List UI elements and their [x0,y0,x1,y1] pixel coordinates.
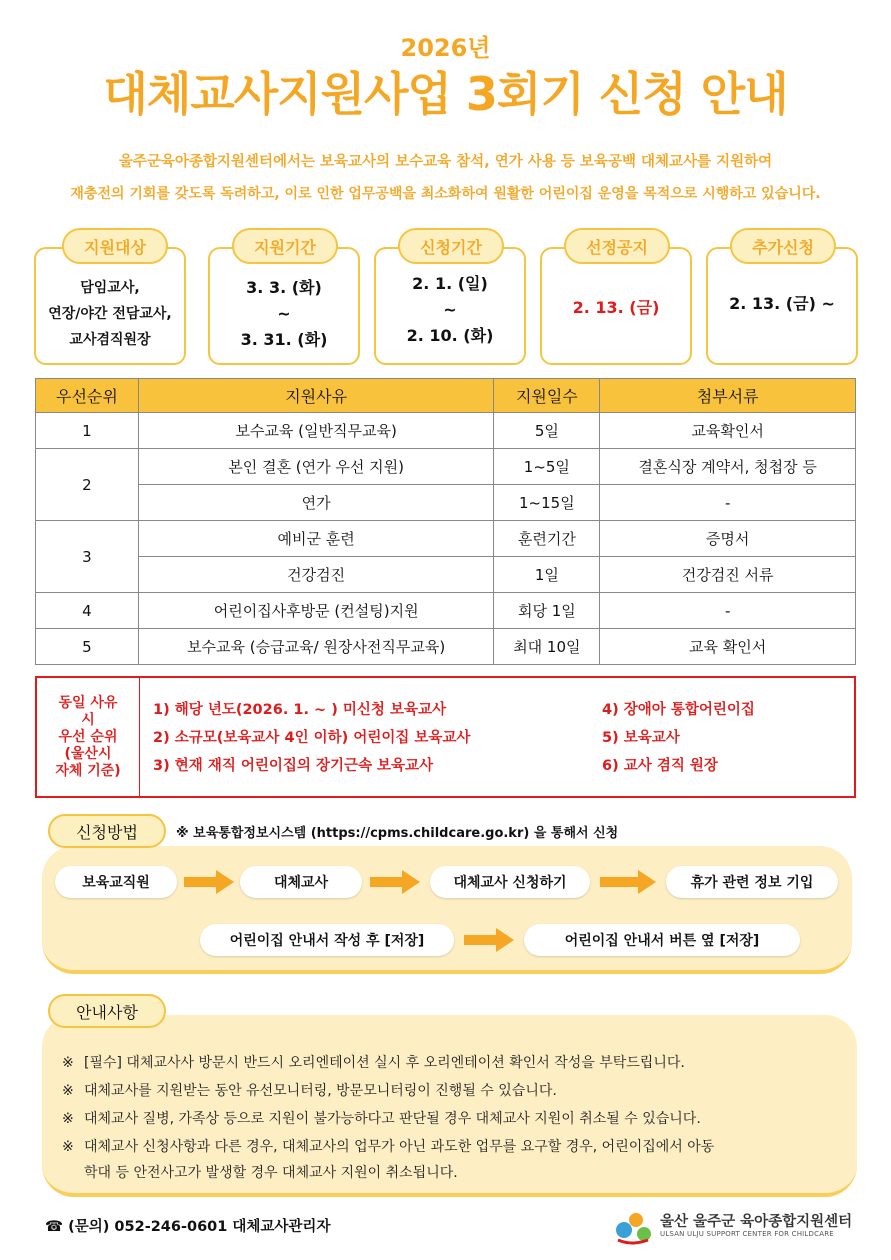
step-guide-button-save: 어린이집 안내서 버튼 옆 [저장] [524,924,800,956]
priority-table [35,378,856,665]
notice-mark: ※ [62,1111,74,1127]
days-cell: 1일 [494,557,600,593]
info-extra-date: 2. 13. (금) ~ [729,294,835,313]
page-title: 대체교사지원사업 3회기 신청 안내 [103,67,788,121]
method-note: ※ 보육통합정보시스템 (https://cpms.childcare.go.kr) 을 통해서 신청 [176,826,619,841]
priority-rule-1: 1) 해당 년도(2026. 1. ~ ) 미신청 보육교사 [153,702,446,718]
info-tab-support-period: 지원기간 [232,228,338,264]
arrow-right-icon [184,870,234,894]
table-row [36,449,856,485]
info-tab-extra-apply: 추가신청 [730,228,836,264]
intro-line-2: 재충전의 기회를 갖도록 독려하고, 이로 인한 업무공백을 최소화하여 원활한 어린이집 운영을 목적으로 시행하고 있습니다. [70,186,821,202]
days-cell: 회당 1일 [494,593,600,629]
intro-line-1: 울주군육아종합지원센터에서는 보육교사의 보수교육 참석, 연가 사용 등 보육공백 대체교사를 지원하여 [118,154,773,170]
docs-cell: 증명서 [600,521,856,557]
table-row [36,413,856,449]
info-selection-date: 2. 13. (금) [572,298,660,317]
info-tab-apply-period: 신청기간 [398,228,504,264]
org-logo-icon [612,1206,654,1246]
method-tab: 신청방법 [48,814,166,848]
notice-mark: ※ [62,1139,74,1155]
priority-cell: 2 [36,449,139,521]
days-cell: 1~15일 [494,485,600,521]
step-substitute: 대체교사 [240,866,362,898]
notice-item-continued: 학대 등 안전사고가 발생할 경우 대체교사 지원이 취소됩니다. [84,1165,458,1181]
docs-cell: 교육확인서 [600,413,856,449]
info-tab-target: 지원대상 [62,228,168,264]
arrow-right-icon [370,870,420,894]
table-header-row [36,379,856,413]
docs-cell: 교육 확인서 [600,629,856,665]
reason-cell: 건강검진 [138,557,494,593]
same-priority-label-line: 자체 기준) [55,762,121,779]
table-row [36,485,856,521]
table-row [36,521,856,557]
notice-text: 대체교사 신청사항과 다른 경우, 대체교사의 업무가 아닌 과도한 업무를 요구할 경우, 어린이집에서 아동 [84,1139,715,1155]
info-apply-start: 2. 1. (일) [412,274,488,293]
step-apply-substitute: 대체교사 신청하기 [430,866,590,898]
table-row [36,557,856,593]
notice-mark: ※ [62,1055,74,1071]
info-support-end: 3. 31. (화) [240,330,328,349]
column-header: 우선순위 [36,379,139,413]
org-name: 울산 울주군 육아종합지원센터 [660,1214,853,1230]
info-target-line-1: 담임교사, [80,280,140,296]
priority-cell: 1 [36,413,139,449]
step-write-guide-save: 어린이집 안내서 작성 후 [저장] [200,924,454,956]
priority-rule-2: 2) 소규모(보육교사 4인 이하) 어린이집 보육교사 [153,730,471,746]
notice-tab: 안내사항 [48,994,166,1028]
info-card-apply-period [374,247,526,365]
notice-item [62,1080,557,1100]
days-cell: 1~5일 [494,449,600,485]
info-apply-end: 2. 10. (화) [406,326,494,345]
same-priority-label-line: 시 [81,711,95,728]
reason-cell: 예비군 훈련 [138,521,494,557]
same-priority-label-line: (울산시 [64,745,112,762]
arrow-right-icon [464,928,514,952]
info-tab-selection-notice: 선정공지 [564,228,670,264]
priority-cell: 4 [36,593,139,629]
priority-rule-3: 3) 현재 재직 어린이집의 장기근속 보육교사 [153,758,434,774]
priority-cell: 3 [36,521,139,593]
reason-cell: 어린이집사후방문 (컨설팅)지원 [138,593,494,629]
table-row [36,593,856,629]
docs-cell: - [600,485,856,521]
notice-text: 대체교사 질병, 가족상 등으로 지원이 불가능하다고 판단될 경우 대체교사 지원이 취소될 수 있습니다. [84,1111,701,1127]
arrow-right-icon [600,870,656,894]
column-header: 첨부서류 [600,379,856,413]
docs-cell: 결혼식장 계약서, 청첩장 등 [600,449,856,485]
days-cell: 훈련기간 [494,521,600,557]
same-priority-label-line: 동일 사유 [58,694,118,711]
year-label: 2026년 [400,34,491,62]
priority-rule-4: 4) 장애아 통합어린이집 [602,702,755,718]
column-header: 지원일수 [494,379,600,413]
info-card-target [34,247,186,365]
notice-item [62,1108,701,1128]
reason-cell: 보수교육 (승급교육/ 원장사전직무교육) [138,629,494,665]
contact-info: ☎ (문의) 052-246-0601 대체교사관리자 [45,1219,331,1235]
info-card-support-period [208,247,360,365]
info-apply-tilde: ~ [443,300,457,319]
reason-cell: 본인 결혼 (연가 우선 지원) [138,449,494,485]
days-cell: 최대 10일 [494,629,600,665]
info-target-line-3: 교사겸직원장 [69,332,151,348]
info-target-line-2: 연장/야간 전담교사, [48,306,172,322]
info-card-selection-notice [540,247,692,365]
table-row [36,629,856,665]
priority-rule-6: 6) 교사 겸직 원장 [602,758,718,774]
same-priority-box [35,676,856,798]
notice-text: [필수] 대체교사사 방문시 반드시 오리엔테이션 실시 후 오리엔테이션 확인서 작성을 부탁드립니다. [84,1055,685,1071]
notice-mark: ※ [62,1083,74,1099]
reason-cell: 연가 [138,485,494,521]
same-priority-label [37,678,140,796]
docs-cell: - [600,593,856,629]
info-support-start: 3. 3. (화) [246,278,322,297]
column-header: 지원사유 [138,379,494,413]
docs-cell: 건강검진 서류 [600,557,856,593]
notice-text: 대체교사를 지원받는 동안 유선모니터링, 방문모니터링이 진행될 수 있습니다. [84,1083,557,1099]
step-staff: 보육교직원 [55,866,177,898]
notice-item [62,1052,685,1072]
priority-cell: 5 [36,629,139,665]
info-support-tilde: ~ [277,304,291,323]
priority-rule-5: 5) 보육교사 [602,730,680,746]
info-card-extra-apply [706,247,858,365]
days-cell: 5일 [494,413,600,449]
notice-item [62,1136,714,1156]
org-name-en: ULSAN ULJU SUPPORT CENTER FOR CHILDCARE [660,1230,834,1238]
step-leave-info: 휴가 관련 정보 기입 [666,866,838,898]
reason-cell: 보수교육 (일반직무교육) [138,413,494,449]
same-priority-label-line: 우선 순위 [58,728,118,745]
